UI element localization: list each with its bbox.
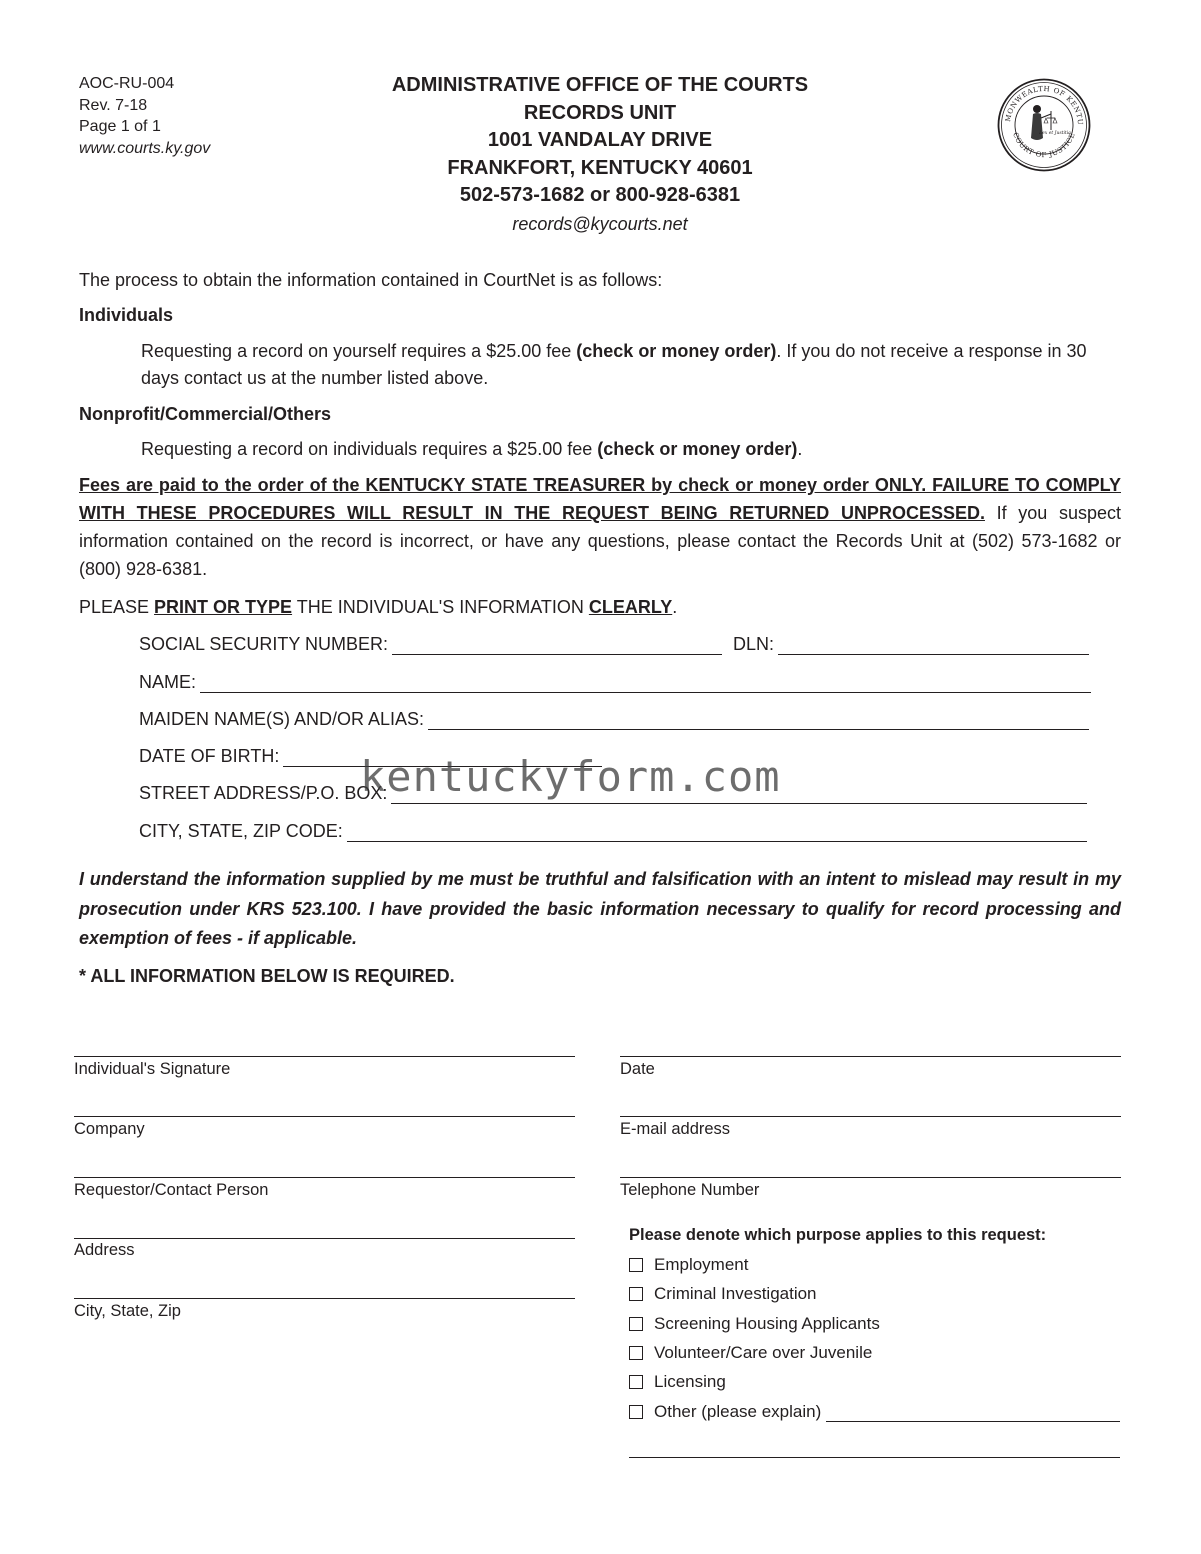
header-street: 1001 VANDALAY DRIVE bbox=[487, 129, 713, 151]
purpose-option-criminal-investigation[interactable]: Criminal Investigation bbox=[629, 1284, 817, 1304]
requestor-label: Requestor/Contact Person bbox=[74, 1181, 269, 1199]
date-label: Date bbox=[620, 1060, 655, 1078]
other-explain-line-2[interactable] bbox=[629, 1457, 1120, 1458]
seal-text-bottom: COURT OF JUSTICE bbox=[1011, 131, 1077, 160]
company-label: Company bbox=[74, 1120, 145, 1138]
telephone-label: Telephone Number bbox=[620, 1181, 760, 1199]
checkbox[interactable] bbox=[629, 1346, 643, 1360]
header-office: ADMINISTRATIVE OFFICE OF THE COURTS bbox=[391, 74, 809, 96]
form-meta bbox=[79, 73, 210, 159]
city-state-zip-line[interactable] bbox=[74, 1298, 575, 1299]
purpose-option-juvenile[interactable]: Volunteer/Care over Juvenile bbox=[629, 1343, 872, 1363]
purpose-option-employment[interactable]: Employment bbox=[629, 1255, 748, 1275]
court-seal-icon bbox=[997, 78, 1091, 172]
maiden-name-field[interactable]: MAIDEN NAME(S) AND/OR ALIAS: bbox=[139, 709, 1089, 730]
purpose-option-housing[interactable]: Screening Housing Applicants bbox=[629, 1314, 880, 1334]
checkbox[interactable] bbox=[629, 1405, 643, 1419]
other-explain-line[interactable] bbox=[826, 1403, 1120, 1422]
header-phone: 502-573-1682 or 800-928-6381 bbox=[459, 184, 741, 206]
office-header bbox=[300, 72, 900, 238]
company-line[interactable] bbox=[74, 1116, 575, 1117]
address-label: Address bbox=[74, 1241, 135, 1259]
watermark: kentuckyform.com bbox=[360, 752, 781, 801]
city-state-zip-field[interactable]: CITY, STATE, ZIP CODE: bbox=[139, 821, 1087, 842]
signature-label: Individual's Signature bbox=[74, 1060, 231, 1078]
purpose-option-licensing[interactable]: Licensing bbox=[629, 1372, 726, 1392]
required-note: * ALL INFORMATION BELOW IS REQUIRED. bbox=[79, 966, 455, 986]
print-instruction: PLEASE PRINT OR TYPE THE INDIVIDUAL'S INFORMATION CLEARLY. bbox=[79, 597, 678, 617]
ssn-field[interactable]: SOCIAL SECURITY NUMBER: bbox=[139, 634, 722, 655]
signature-line[interactable] bbox=[74, 1056, 575, 1057]
requestor-line[interactable] bbox=[74, 1177, 575, 1178]
page-number: Page 1 of 1 bbox=[79, 118, 161, 135]
checkbox[interactable] bbox=[629, 1375, 643, 1389]
date-line[interactable] bbox=[620, 1056, 1121, 1057]
attestation-text: I understand the information supplied by me must be truthful and falsification with an intent to mislead may result in my prosecution under KRS 523.100. I have provided the basic information necessary to qualify for record processing and exemption of fees - if applicable. bbox=[79, 869, 1121, 948]
fees-paragraph: Fees are paid to the order of the KENTUCKY STATE TREASURER by check or money order ONLY. FAILURE TO COMPLY WITH THESE PROCEDURES WILL RESULT IN THE REQUEST BEING RETURNED UNPROCESSED. If you suspect information contained on the record is incorrect, or have any questions, please contact the Records Unit at (502) 573-1682 or (800) 928-6381. bbox=[79, 475, 1122, 579]
email-line[interactable] bbox=[620, 1116, 1121, 1117]
nonprofit-heading: Nonprofit/Commercial/Others bbox=[79, 404, 332, 424]
individuals-text: Requesting a record on yourself requires a $25.00 fee (check or money order). If you do not receive a response in 30 days contact us at the number listed above. bbox=[141, 341, 1087, 388]
seal-text-top: MONWEALTH OF KENTU bbox=[1004, 84, 1085, 126]
individuals-heading: Individuals bbox=[79, 305, 174, 325]
email-label: E-mail address bbox=[620, 1120, 731, 1138]
header-email[interactable]: records@kycourts.net bbox=[512, 213, 688, 234]
address-line[interactable] bbox=[74, 1238, 575, 1239]
form-id: AOC-RU-004 bbox=[79, 75, 175, 92]
intro-text: The process to obtain the information contained in CourtNet is as follows: bbox=[79, 270, 663, 290]
street-address-field[interactable]: STREET ADDRESS/P.O. BOX: bbox=[139, 783, 1087, 804]
nonprofit-text: Requesting a record on individuals requires a $25.00 fee (check or money order). bbox=[141, 439, 803, 459]
checkbox[interactable] bbox=[629, 1287, 643, 1301]
city-state-zip-label: City, State, Zip bbox=[74, 1302, 181, 1320]
purpose-option-other[interactable]: Other (please explain) bbox=[629, 1402, 1120, 1422]
form-revision: Rev. 7-18 bbox=[79, 96, 148, 114]
telephone-line[interactable] bbox=[620, 1177, 1121, 1178]
dln-field[interactable]: DLN: bbox=[733, 634, 1089, 655]
checkbox[interactable] bbox=[629, 1317, 643, 1331]
checkbox[interactable] bbox=[629, 1258, 643, 1272]
header-unit: RECORDS UNIT bbox=[523, 101, 677, 124]
dob-field[interactable]: DATE OF BIRTH: bbox=[139, 746, 602, 767]
purpose-title: Please denote which purpose applies to this request: bbox=[629, 1226, 1047, 1244]
seal-motto: Lex et Justitia bbox=[1039, 131, 1071, 136]
header-city: FRANKFORT, KENTUCKY 40601 bbox=[447, 156, 753, 179]
name-field[interactable]: NAME: bbox=[139, 672, 1091, 693]
website-link[interactable]: www.courts.ky.gov bbox=[79, 139, 211, 157]
